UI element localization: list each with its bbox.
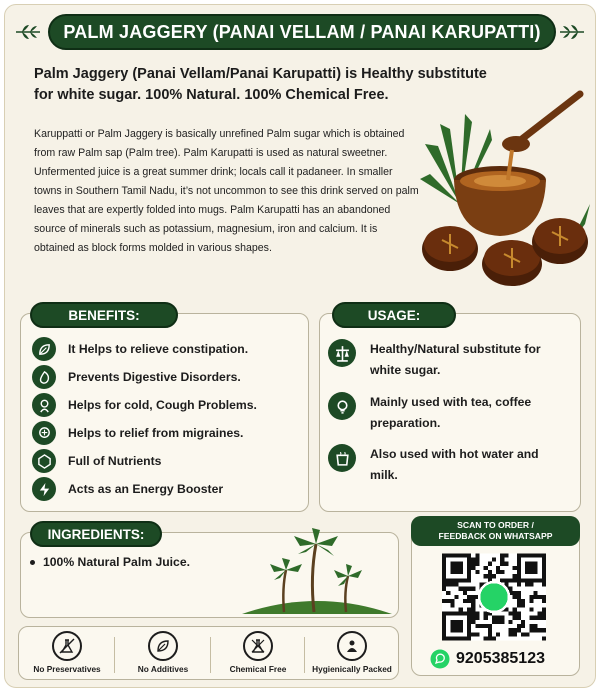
usage-text: Healthy/Natural substitute for white sugar. <box>370 342 541 377</box>
description-text: Karuppatti or Palm Jaggery is basically unrefined Palm sugar which is obtained from raw Palm sap (Palm tree). Palm Karupatti is used as natural sweetner. Unfermented juice is a great summer drink; locals call it padaneer. In smaller towns in Southern Tamil Nadu, it’s not uncommon to see this drink served on palm leaves that are expertly folded into mugs. Palm Karupatti has an abandoned source of minerals such as potassium, magnesium, iron and calcium. It is obtained as block forms molded in various shapes. <box>34 128 419 254</box>
qr-header: SCAN TO ORDER / FEEDBACK ON WHATSAPP <box>411 516 580 546</box>
benefit-item <box>32 421 243 445</box>
benefits-label: BENEFITS: <box>30 302 178 328</box>
badge-no-additives: No Additives <box>115 627 211 674</box>
usage-text: Also used with hot water and milk. <box>370 447 539 482</box>
throat-icon <box>32 393 56 417</box>
quality-badges <box>18 626 399 680</box>
stomach-icon <box>32 365 56 389</box>
energy-icon <box>32 477 56 501</box>
whatsapp-phone[interactable] <box>430 649 545 669</box>
nutrient-icon <box>32 449 56 473</box>
leaf-icon <box>148 631 178 661</box>
whatsapp-icon <box>430 649 450 669</box>
benefit-text: Acts as an Energy Booster <box>68 482 224 496</box>
leaf-decor-icon <box>14 22 42 42</box>
whatsapp-qr-code[interactable] <box>442 553 546 641</box>
sugar-icon <box>328 339 356 367</box>
benefit-text: Helps to relief from migraines. <box>68 426 244 440</box>
leaf-decor-icon <box>558 22 586 42</box>
usage-item <box>328 392 560 434</box>
usage-label: USAGE: <box>332 302 456 328</box>
cup-icon <box>328 444 356 472</box>
people-icon <box>337 631 367 661</box>
intro-text: Palm Jaggery (Panai Vellam/Panai Karupatti) is Healthy substitute for white sugar. 100% Natural. 100% Chemical Free. <box>34 66 487 103</box>
benefit-item <box>32 449 161 473</box>
whatsapp-logo-icon <box>479 582 509 612</box>
head-icon <box>32 421 56 445</box>
page-title: PALM JAGGERY (PANAI VELLAM / PANAI KARUPATTI) <box>48 14 556 50</box>
benefit-item <box>32 365 241 389</box>
palm-trees-image <box>242 526 392 616</box>
leaf-icon <box>32 337 56 361</box>
ingredient-item: 100% Natural Palm Juice. <box>30 555 190 569</box>
flask-icon <box>52 631 82 661</box>
title-banner <box>0 14 600 54</box>
badge-hygienically-packed: Hygienically Packed <box>305 627 399 674</box>
benefit-item <box>32 337 248 361</box>
usage-item <box>328 339 560 381</box>
benefit-text: Prevents Digestive Disorders. <box>68 370 241 384</box>
usage-text: Mainly used with tea, coffee preparation. <box>370 395 532 430</box>
benefit-item <box>32 477 223 501</box>
tea-icon <box>328 392 356 420</box>
benefit-text: Helps for cold, Cough Problems. <box>68 398 257 412</box>
benefit-text: Full of Nutrients <box>68 454 162 468</box>
benefit-item <box>32 393 257 417</box>
chemical-free-icon <box>243 631 273 661</box>
ingredients-label: INGREDIENTS: <box>30 521 162 547</box>
jaggery-image <box>420 84 592 299</box>
phone-number: 9205385123 <box>456 650 545 667</box>
badge-chemical-free: Chemical Free <box>211 627 305 674</box>
benefit-text: It Helps to relieve constipation. <box>68 342 249 356</box>
usage-item <box>328 444 560 486</box>
badge-no-preservatives: No Preservatives <box>19 627 115 674</box>
